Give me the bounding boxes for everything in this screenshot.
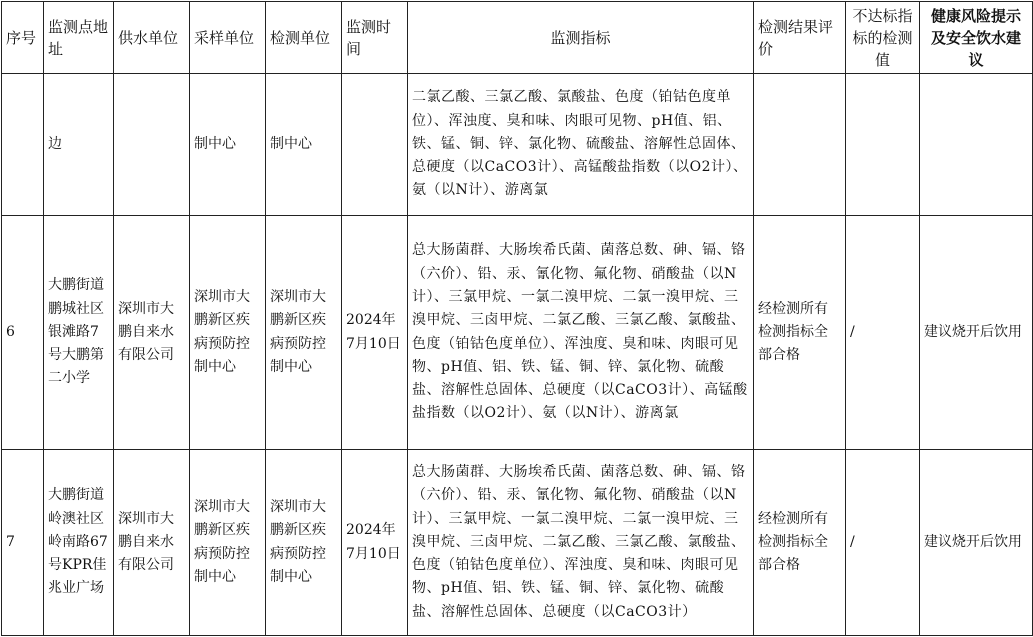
cell-noncompliant [846, 74, 920, 216]
cell-site: 大鹏街道岭澳社区岭南路67号KPR佳兆业广场 [44, 450, 114, 636]
cell-supplier [114, 74, 190, 216]
cell-advice: 建议烧开后饮用 [920, 216, 1033, 450]
cell-noncompliant: / [846, 450, 920, 636]
cell-tester: 深圳市大鹏新区疾病预防控制中心 [266, 216, 342, 450]
cell-advice: 建议烧开后饮用 [920, 450, 1033, 636]
cell-tester: 深圳市大鹏新区疾病预防控制中心 [266, 450, 342, 636]
header-supplier: 供水单位 [114, 2, 190, 74]
cell-supplier: 深圳市大鹏自来水有限公司 [114, 216, 190, 450]
header-result: 检测结果评价 [754, 2, 846, 74]
cell-indicators: 二氯乙酸、三氯乙酸、氯酸盐、色度（铂钴色度单位）、浑浊度、臭和味、肉眼可见物、pH值、铝、铁、锰、铜、锌、氯化物、硫酸盐、溶解性总固体、总硬度（以CaCO3计）、高锰酸盐指数（以O2计）、氨（以N计）、游离氯 [408, 74, 754, 216]
header-row [2, 2, 1033, 74]
header-site: 监测点地址 [44, 2, 114, 74]
table-row [2, 450, 1033, 636]
cell-result: 经检测所有检测指标全部合格 [754, 216, 846, 450]
cell-sampler: 深圳市大鹏新区疾病预防控制中心 [190, 450, 266, 636]
cell-sampler: 制中心 [190, 74, 266, 216]
cell-site: 边 [44, 74, 114, 216]
cell-time [342, 74, 408, 216]
header-advice: 健康风险提示及安全饮水建议 [920, 2, 1033, 74]
cell-sampler: 深圳市大鹏新区疾病预防控制中心 [190, 216, 266, 450]
header-seq: 序号 [2, 2, 44, 74]
header-indicators: 监测指标 [408, 2, 754, 74]
header-noncompliant: 不达标指标的检测值 [846, 2, 920, 74]
cell-tester: 制中心 [266, 74, 342, 216]
cell-time: 2024年7月10日 [342, 216, 408, 450]
cell-advice [920, 74, 1033, 216]
water-quality-table [1, 1, 1033, 636]
cell-indicators: 总大肠菌群、大肠埃希氏菌、菌落总数、砷、镉、铬（六价）、铅、汞、氰化物、氟化物、硝酸盐（以N计）、三氯甲烷、一氯二溴甲烷、二氯一溴甲烷、三溴甲烷、三卤甲烷、二氯乙酸、三氯乙酸、氯酸盐、色度（铂钴色度单位）、浑浊度、臭和味、肉眼可见物、pH值、铝、铁、锰、铜、锌、氯化物、硫酸盐、溶解性总固体、总硬度（以CaCO3计） [408, 450, 754, 636]
header-sampler: 采样单位 [190, 2, 266, 74]
cell-seq: 6 [2, 216, 44, 450]
header-time: 监测时间 [342, 2, 408, 74]
cell-indicators: 总大肠菌群、大肠埃希氏菌、菌落总数、砷、镉、铬（六价）、铅、汞、氰化物、氟化物、硝酸盐（以N计）、三氯甲烷、一氯二溴甲烷、二氯一溴甲烷、三溴甲烷、三卤甲烷、二氯乙酸、三氯乙酸、氯酸盐、色度（铂钴色度单位）、浑浊度、臭和味、肉眼可见物、pH值、铝、铁、锰、铜、锌、氯化物、硫酸盐、溶解性总固体、总硬度（以CaCO3计）、高锰酸盐指数（以O2计）、氨（以N计）、游离氯 [408, 216, 754, 450]
cell-time: 2024年7月10日 [342, 450, 408, 636]
header-tester: 检测单位 [266, 2, 342, 74]
table-row [2, 74, 1033, 216]
table-row [2, 216, 1033, 450]
cell-seq [2, 74, 44, 216]
cell-result [754, 74, 846, 216]
cell-result: 经检测所有检测指标全部合格 [754, 450, 846, 636]
cell-supplier: 深圳市大鹏自来水有限公司 [114, 450, 190, 636]
cell-seq: 7 [2, 450, 44, 636]
cell-noncompliant: / [846, 216, 920, 450]
cell-site: 大鹏街道鹏城社区银滩路7号大鹏第二小学 [44, 216, 114, 450]
